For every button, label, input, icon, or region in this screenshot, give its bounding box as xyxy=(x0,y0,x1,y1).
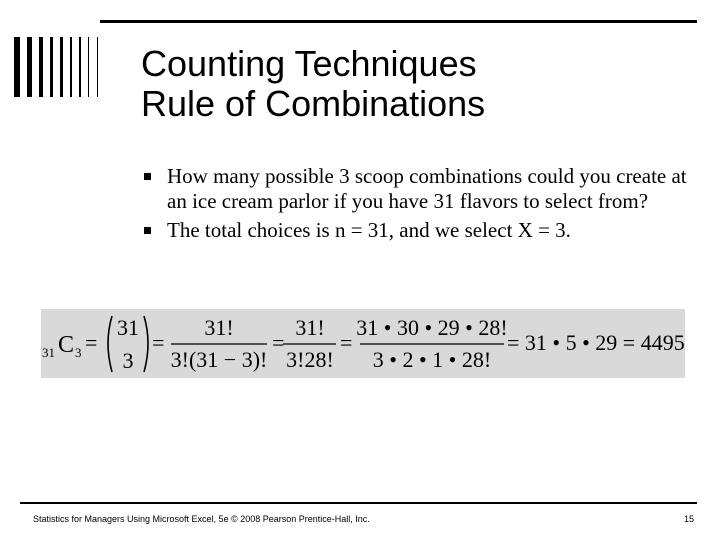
bullet-text: The total choices is n = 31, and we select X = 3. xyxy=(167,218,571,242)
bullet-item xyxy=(144,164,704,214)
bullet-text: How many possible 3 scoop combinations could you create at an ice cream parlor if you have 31 flavors to select from? xyxy=(167,164,687,213)
formula-symbol: C xyxy=(58,332,75,358)
formula-post-subscript: 3 xyxy=(75,345,82,360)
slide-title xyxy=(141,44,485,124)
fraction-3-denominator: 3 • 2 • 1 • 28! xyxy=(372,347,492,372)
footer-text: Statistics for Managers Using Microsoft Excel, 5e © 2008 Pearson Prentice-Hall, Inc. xyxy=(33,514,370,524)
equals-sign-1: = xyxy=(85,330,98,355)
decorative-bars xyxy=(14,37,104,97)
title-line-1: Counting Techniques xyxy=(141,43,477,84)
formula-panel xyxy=(41,309,685,378)
right-paren-icon xyxy=(144,316,148,372)
square-bullet-icon xyxy=(144,227,151,234)
top-rule xyxy=(100,20,697,23)
page-number: 15 xyxy=(684,514,695,524)
title-line-2: Rule of Combinations xyxy=(141,83,486,124)
left-paren-icon xyxy=(108,316,112,372)
binom-top: 31 xyxy=(117,315,139,340)
bullet-list xyxy=(144,164,704,247)
fraction-2-numerator: 31! xyxy=(295,315,325,340)
fraction-3-numerator: 31 • 30 • 29 • 28! xyxy=(356,315,508,340)
fraction-1-denominator: 3!(31 − 3)! xyxy=(170,347,268,372)
formula-result: = 31 • 5 • 29 = 4495 xyxy=(507,330,685,355)
combination-formula xyxy=(41,309,685,378)
fraction-2-denominator: 3!28! xyxy=(286,347,334,372)
binom-bottom: 3 xyxy=(122,348,134,373)
equals-sign-2: = xyxy=(152,330,165,355)
fraction-1-numerator: 31! xyxy=(204,315,234,340)
square-bullet-icon xyxy=(144,173,151,180)
bullet-item xyxy=(144,218,704,243)
bottom-rule xyxy=(20,502,697,504)
equals-sign-3: = xyxy=(272,330,285,355)
formula-pre-subscript: 31 xyxy=(42,345,55,360)
equals-sign-4: = xyxy=(340,330,353,355)
